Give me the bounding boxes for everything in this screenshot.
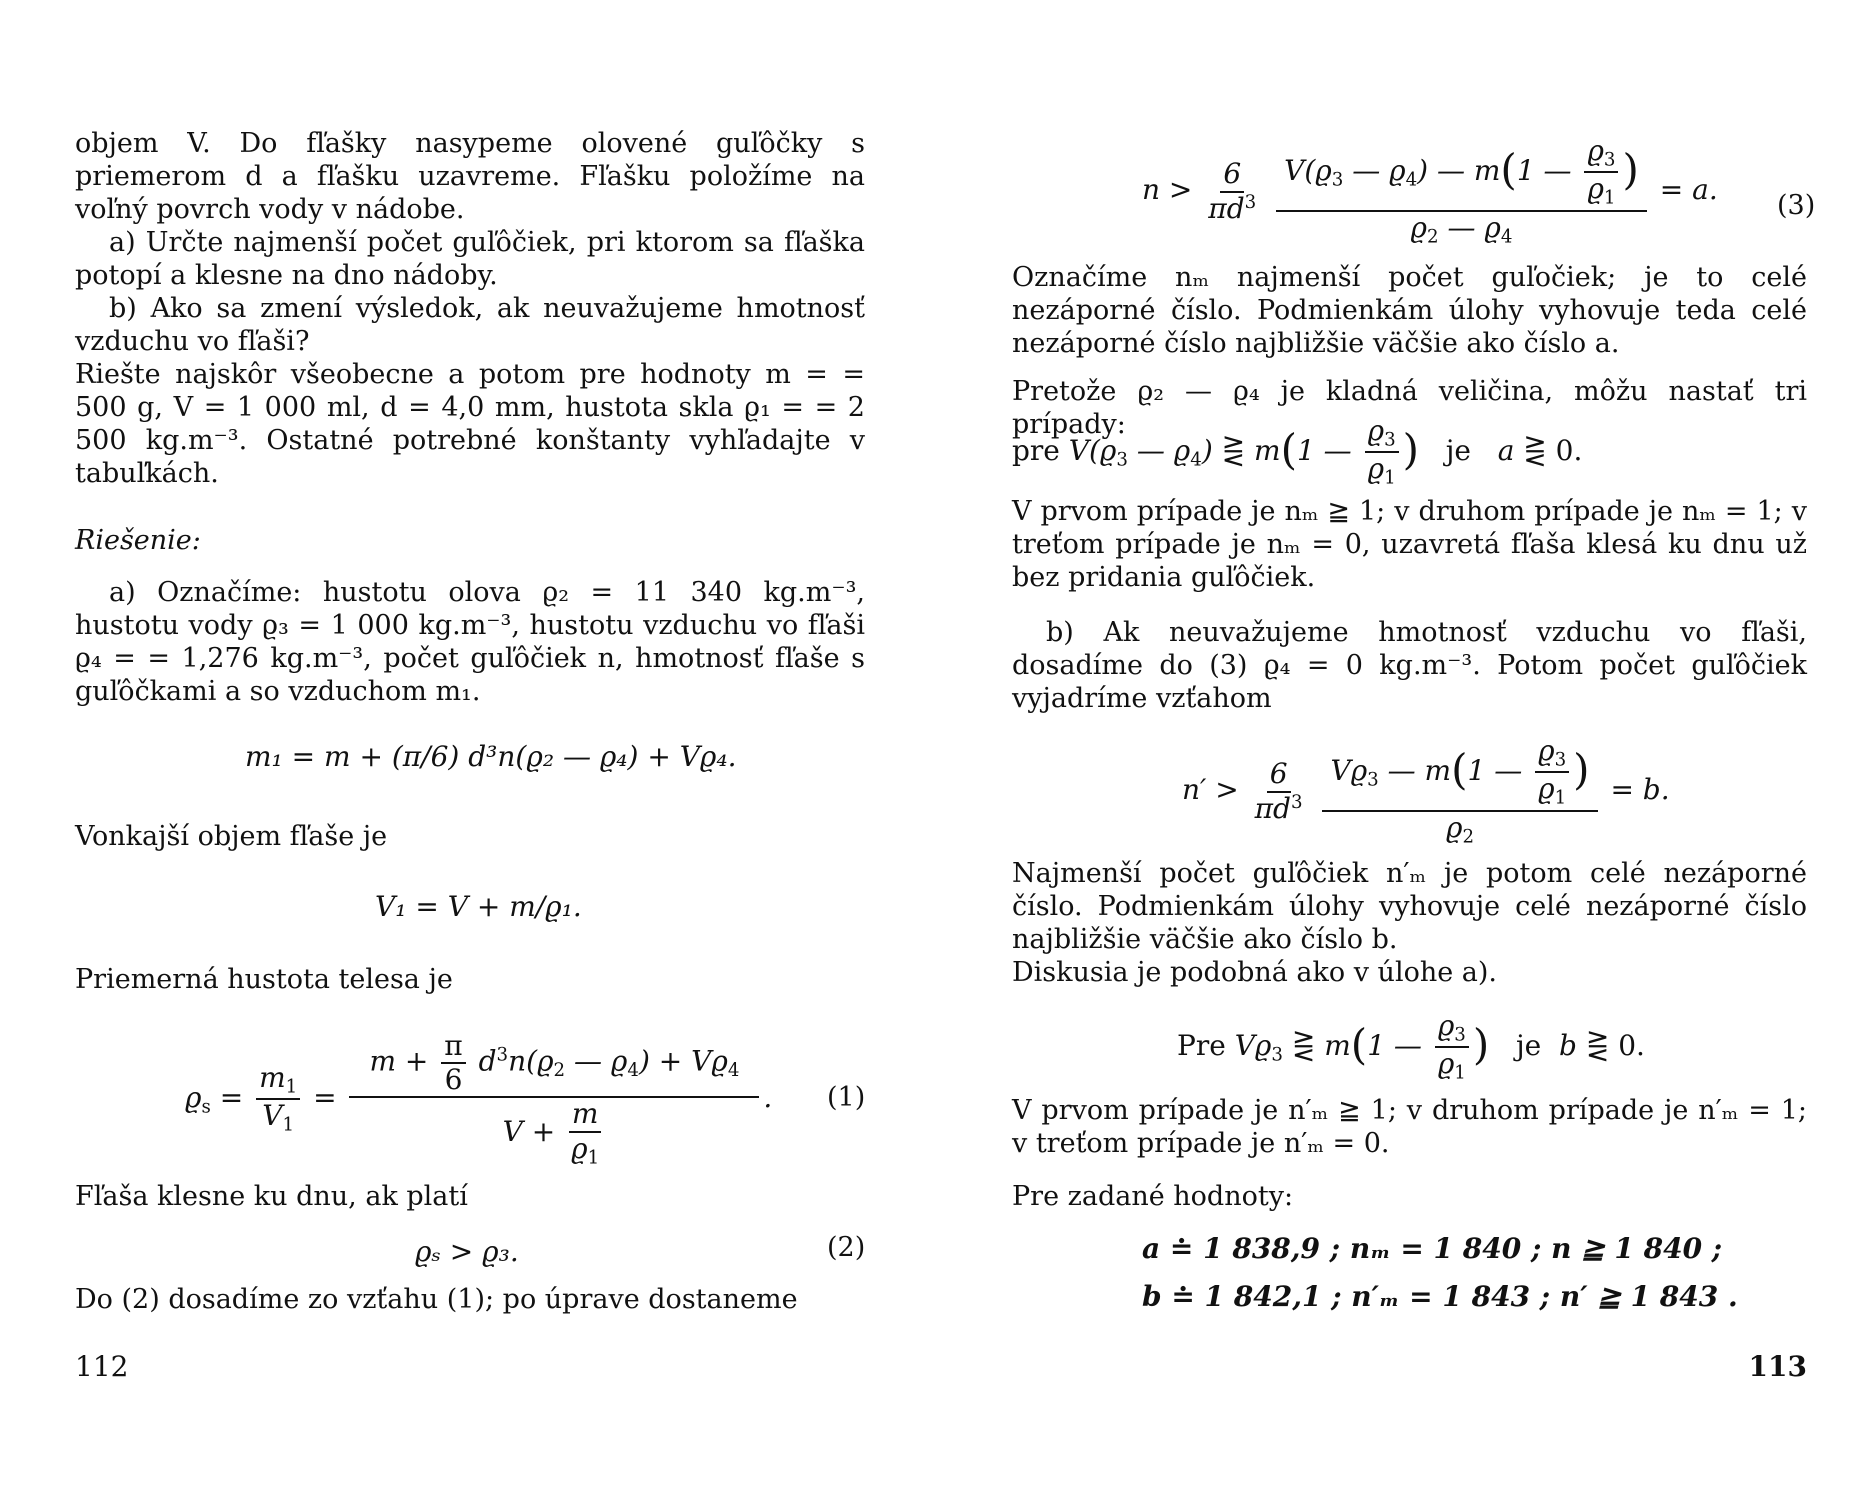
cases-intro: Pretože ϱ₂ — ϱ₄ je kladná veličina, môžu nastať tri prípady: <box>1012 376 1807 440</box>
cases-b-condition: Pre $Vϱ_3$ ⋛ m(1 — $\frac{ϱ_3}{ϱ_1}$ ) je b ⋛ 0. <box>1177 1009 1645 1084</box>
page-number-right: 113 <box>1748 1350 1807 1383</box>
results-row-2: b ≐ 1 842,1 ; n′ₘ = 1 843 ; n′ ≧ 1 843 . <box>1142 1280 1738 1313</box>
sinks-text: Fľaša klesne ku dnu, ak platí <box>75 1181 468 1212</box>
given-values-heading: Pre zadané hodnoty: <box>1012 1181 1294 1212</box>
cases-je-label: je <box>1445 433 1471 467</box>
equation-n-prime: n′ > $\frac{6}{\pi d^3}$ $Vϱ_3$ — m(1 — $\frac{ϱ_3}{ϱ_1}$ ) $ϱ_2$ = b. <box>1182 734 1670 848</box>
page-number-left: 112 <box>75 1350 129 1383</box>
equation-3-label: (3) <box>1777 190 1816 221</box>
cases-result: V prvom prípade je nₘ ≧ 1; v druhom prípade je nₘ = 1; v treťom prípade je nₘ = 0, uzavretá fľaša klesá ku dnu už bez pridania guľôčiek. <box>1012 496 1807 593</box>
given-values: Riešte najskôr všeobecne a potom pre hodnoty m = = 500 g, V = 1 000 ml, d = 4,0 mm, hustota skla ϱ₁ = = 2 500 kg.m⁻³. Ostatné potrebné konštanty vyhľadajte v tabuľkách. <box>75 359 865 489</box>
task-b: b) Ako sa zmení výsledok, ak neuvažujeme hmotnosť vzduchu vo fľaši? <box>75 293 865 357</box>
task-a: a) Určte najmenší počet guľôčiek, pri ktorom sa fľaška potopí a klesne na dno nádoby. <box>75 227 865 291</box>
equation-3: n > $\frac{6}{\pi d^3}$ $V(ϱ_3$ — $ϱ_4$) — m(1 — $\frac{ϱ_3}{ϱ_1}$ ) $ϱ_2$ — $ϱ_4$ = a. <box>1142 134 1718 248</box>
results-row-1: a ≐ 1 838,9 ; nₘ = 1 840 ; n ≧ 1 840 ; <box>1142 1232 1723 1265</box>
nm-text: Označíme nₘ najmenší počet guľočiek; je to celé nezáporné číslo. Podmienkám úlohy vyhovuje teda celé nezáporné číslo najbližšie väčšie ako číslo a. <box>1012 262 1807 359</box>
je-b-label: je <box>1515 1028 1542 1062</box>
average-density-text: Priemerná hustota telesa je <box>75 964 453 995</box>
discussion-text: Diskusia je podobná ako v úlohe a). <box>1012 957 1497 988</box>
right-page <box>1012 0 1816 1500</box>
equation-2: ϱₛ > ϱ₃. <box>415 1235 519 1268</box>
substitute-text: Do (2) dosadíme zo vzťahu (1); po úprave dostaneme <box>75 1284 798 1315</box>
equation-v1: V₁ = V + m/ϱ₁. <box>375 890 582 923</box>
left-text-top <box>75 127 865 490</box>
solution-heading: Riešenie: <box>75 525 201 556</box>
left-page <box>75 0 865 1500</box>
intro-paragraph: objem V. Do fľašky nasypeme olovené guľôčky s priemerom d a fľašku uzavreme. Fľašku položíme na voľný povrch vody v nádobe. <box>75 128 865 225</box>
solution-a: a) Označíme: hustotu olova ϱ₂ = 11 340 kg.m⁻³, hustotu vody ϱ₃ = 1 000 kg.m⁻³, hustotu vzduchu vo fľaši ϱ₄ = = 1,276 kg.m⁻³, počet guľôčiek n, hmotnosť fľaše s guľôčkami a so vzduchom m₁. <box>75 577 865 707</box>
equation-1: $ϱ_s$ = $\frac{m_1}{V_1}$ = m + $\frac{\pi}{6}$ $d^3n(ϱ_2$ — $ϱ_4) + Vϱ_4$ V + $\frac{m}{ϱ_1}$ . <box>185 1029 773 1169</box>
part-b-text: b) Ak neuvažujeme hmotnosť vzduchu vo fľaši, dosadíme do (3) ϱ₄ = 0 kg.m⁻³. Potom počet guľôčiek vyjadríme vzťahom <box>1012 617 1807 714</box>
equation-m1: m₁ = m + (π/6) d³n(ϱ₂ — ϱ₄) + Vϱ₄. <box>245 740 737 773</box>
cases-pre-label: pre <box>1012 433 1060 467</box>
cases-b-result: V prvom prípade je n′ₘ ≧ 1; v druhom prípade je n′ₘ = 1; v treťom prípade je n′ₘ = 0. <box>1012 1095 1807 1159</box>
cases-condition: pre $V(ϱ_3$ — $ϱ_4$) ⋛ m(1 — $\frac{ϱ_3}{ϱ_1}$ ) je a ⋛ 0. <box>1012 414 1583 489</box>
pre-b-label: Pre <box>1177 1028 1226 1062</box>
nm-prime-text: Najmenší počet guľôčiek n′ₘ je potom celé nezáporné číslo. Podmienkám úlohy vyhovuje celé nezáporné číslo najbližšie väčšie ako číslo b. <box>1012 858 1807 955</box>
outer-volume-text: Vonkajší objem fľaše je <box>75 821 388 852</box>
equation-1-label: (1) <box>827 1082 866 1113</box>
equation-2-label: (2) <box>827 1232 866 1263</box>
